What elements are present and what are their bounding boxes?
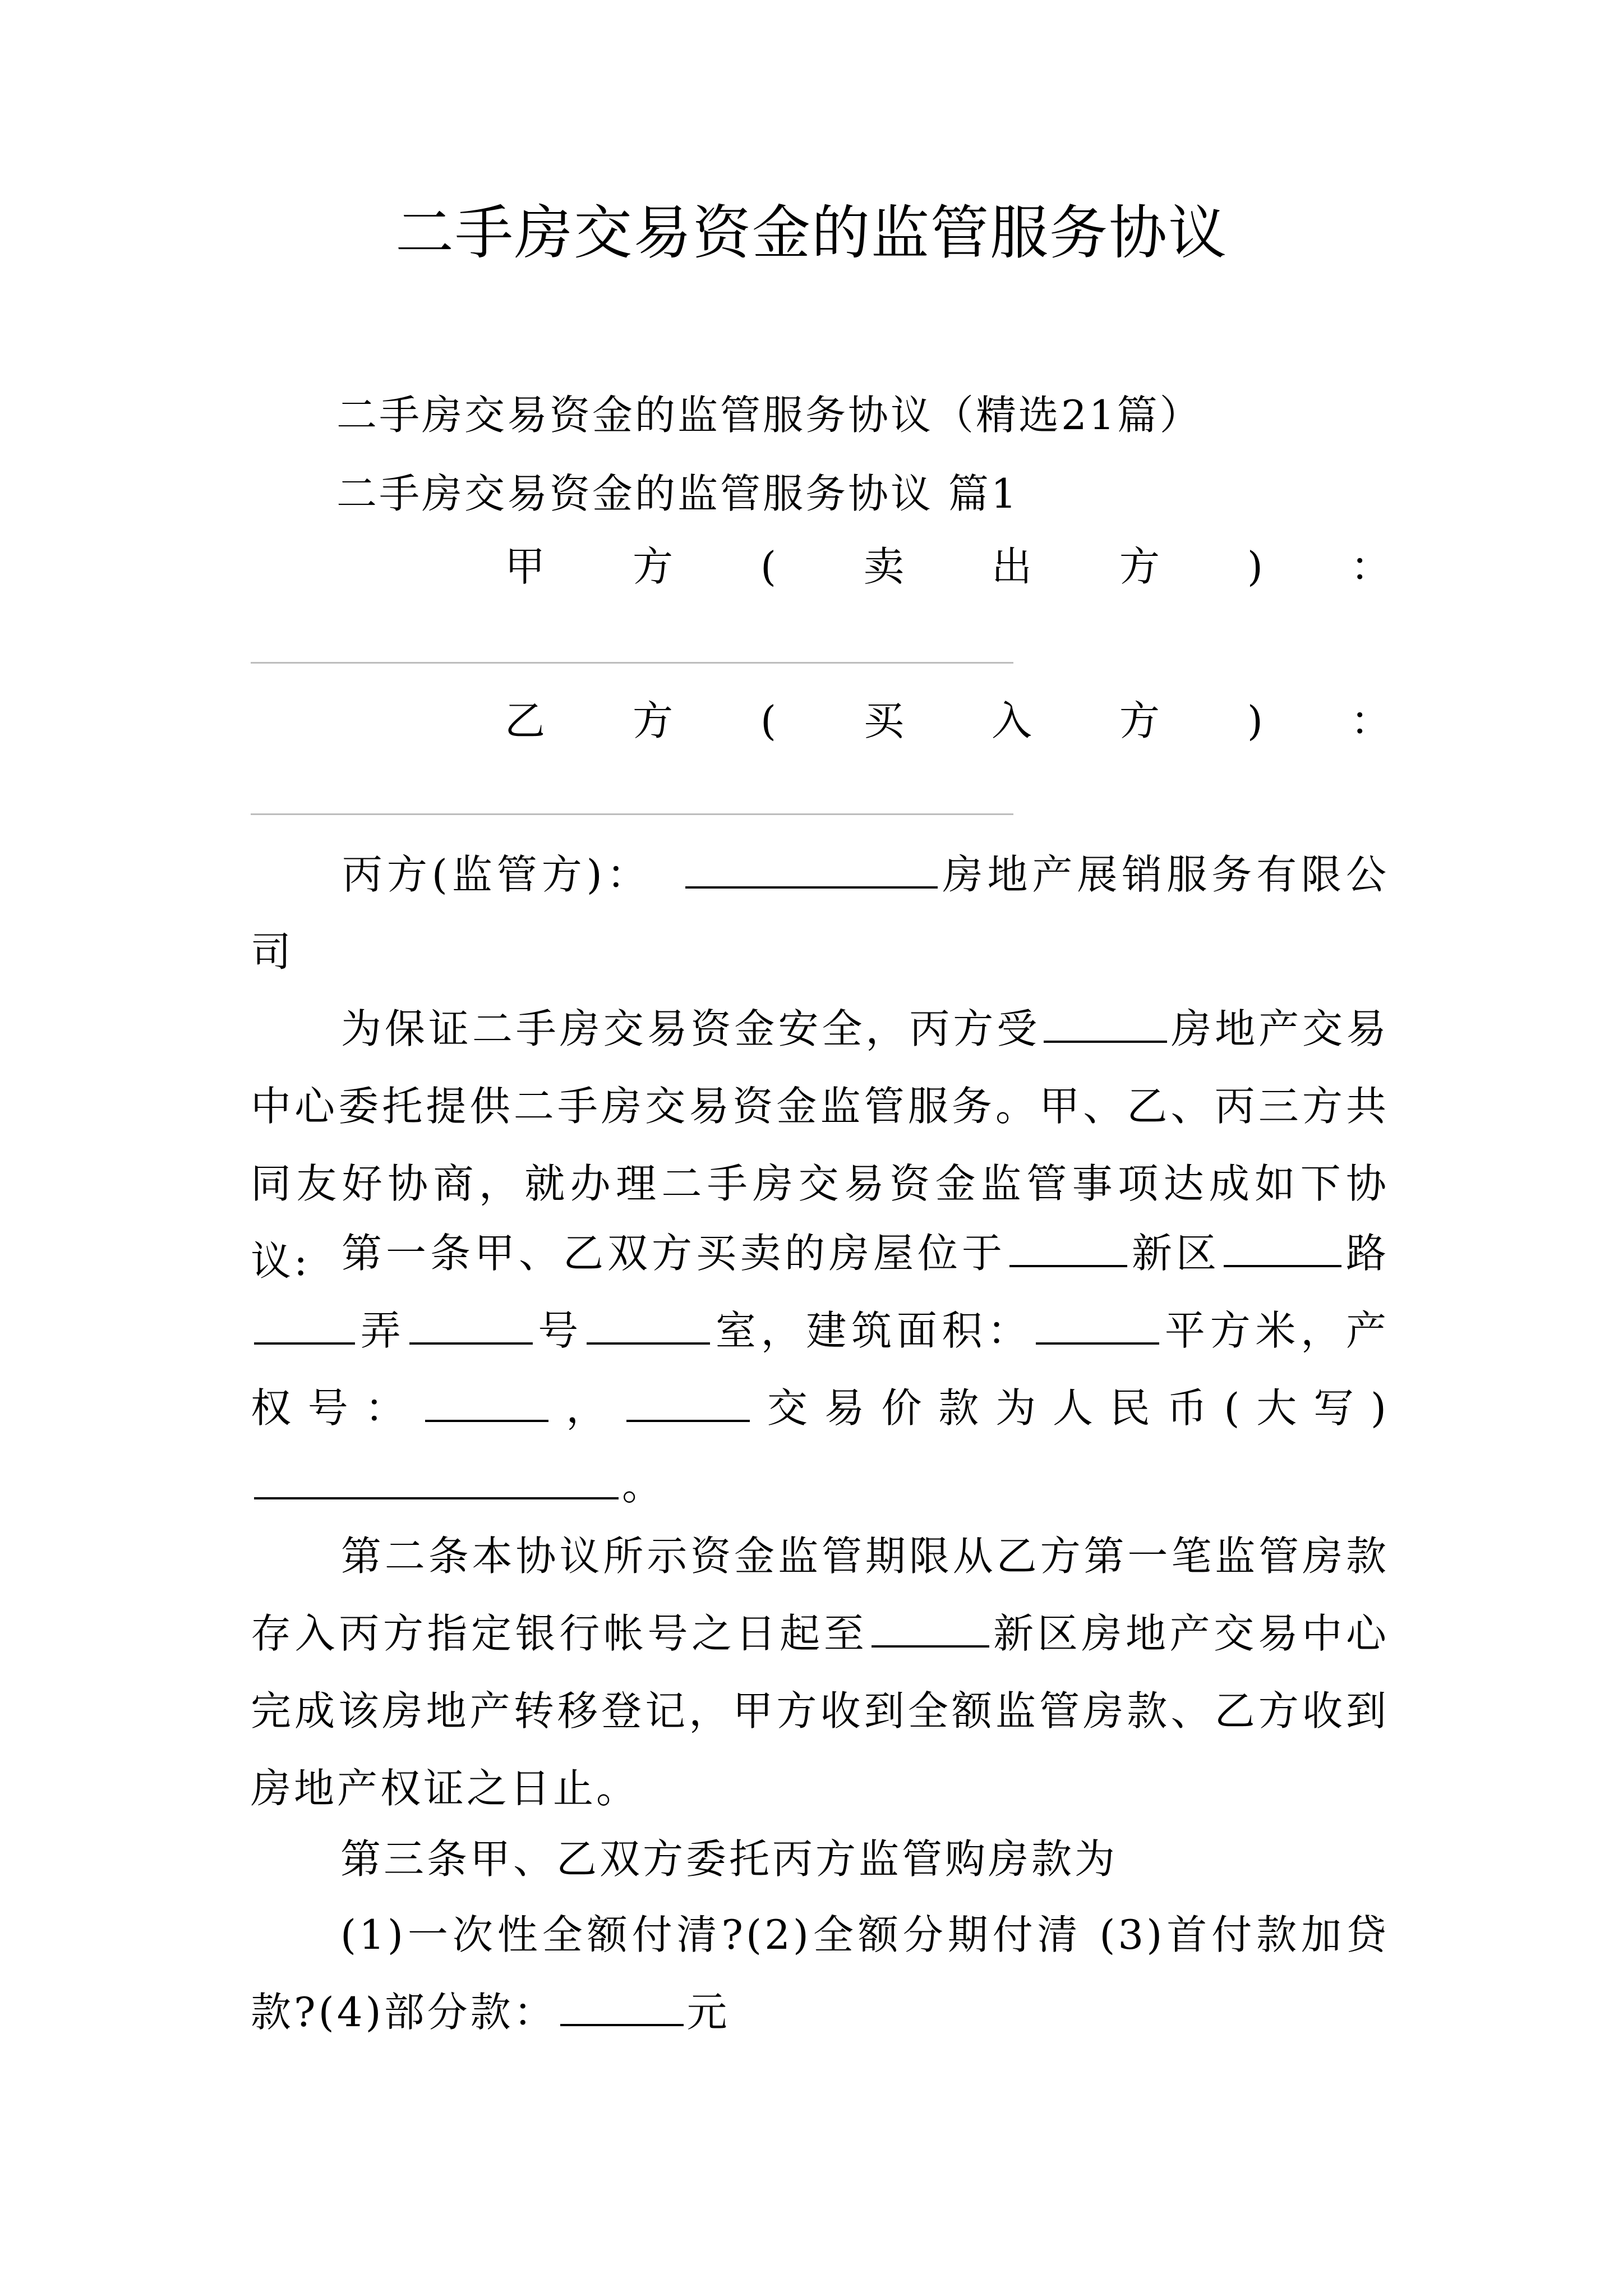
- article-1-text: 号: [536, 1307, 584, 1354]
- party-c-label: 丙方(监管方)：: [340, 851, 652, 898]
- article-1-blank: [626, 1383, 750, 1422]
- section-heading: 二手房交易资金的监管服务协议 篇1: [336, 470, 1019, 517]
- article-1-text: 室，建筑面积：: [713, 1307, 1033, 1354]
- article-1-text: 。: [622, 1462, 666, 1509]
- party-a-char: 方: [632, 543, 673, 590]
- party-b-blank-line: [251, 813, 1013, 815]
- article-1-blank: [1036, 1305, 1159, 1345]
- article-1-paragraph: [251, 1214, 1389, 1524]
- article-1-text: 第一条甲、乙双方买卖的房屋位于: [340, 1230, 1006, 1277]
- party-b-char: 入: [991, 697, 1032, 744]
- party-a-char: 出: [991, 543, 1032, 590]
- party-c-paragraph: [251, 836, 1389, 991]
- party-b-char: 买: [863, 697, 904, 744]
- intro-text-b: 房地产交易中心委托提供二手房交易资金监管服务。甲、乙、丙三方共同友好协商，就办理二手房交易资金监管事项达成如下协议:: [251, 1005, 1389, 1285]
- article-1-blank: [254, 1305, 355, 1345]
- party-b-char: (: [760, 697, 777, 744]
- article-2-paragraph: [251, 1517, 1389, 1827]
- article-3-paragraph: [251, 1820, 1389, 1898]
- article-3-unit: 元: [686, 1989, 730, 2036]
- party-a-char: 甲: [505, 543, 546, 590]
- party-b-char: 乙: [505, 697, 546, 744]
- party-a-char: (: [760, 543, 777, 590]
- article-1-text: 弄: [358, 1307, 406, 1354]
- article-3-options: [251, 1896, 1389, 2051]
- article-2-text-a: 第二条本协议所示资金监管期限从乙方第一笔监管房款存入丙方指定银行帐号之日起至: [251, 1533, 1389, 1657]
- party-b-line: [505, 693, 1391, 749]
- article-3-amount-blank: [560, 1987, 684, 2026]
- article-1-blank: [425, 1383, 548, 1422]
- article-1-blank: [587, 1305, 710, 1345]
- party-b-char: 方: [632, 697, 673, 744]
- article-1-text: 路: [1344, 1230, 1389, 1277]
- intro-blank: [1044, 1004, 1167, 1043]
- article-1-blank: [1224, 1228, 1341, 1267]
- article-3-options-text: (1)一次性全额付清?(2)全额分期付清 (3)首付款加贷款?(4)部分款：: [251, 1911, 1389, 2036]
- article-3-text: 第三条甲、乙双方委托丙方监管购房款为: [340, 1835, 1118, 1883]
- party-a-char: ：: [1350, 543, 1391, 590]
- article-2-text-b: 新区房地产交易中心完成该房地产转移登记，甲方收到全额监管房款、乙方收到房地产权证之日止。: [251, 1610, 1389, 1812]
- party-a-char: 方: [1119, 543, 1160, 590]
- document-subtitle: 二手房交易资金的监管服务协议（精选21篇）: [336, 392, 1202, 439]
- article-1-blank: [1009, 1228, 1127, 1267]
- document-title: 二手房交易资金的监管服务协议: [395, 199, 1228, 267]
- article-1-text: 新区: [1130, 1230, 1220, 1277]
- party-b-char: ：: [1350, 697, 1391, 744]
- article-1-blank: [254, 1460, 619, 1499]
- party-a-char: 卖: [863, 543, 904, 590]
- article-2-blank: [872, 1608, 989, 1648]
- intro-text-a: 为保证二手房交易资金安全，丙方受: [340, 1005, 1041, 1052]
- party-b-char: ): [1247, 697, 1263, 744]
- party-a-line: [505, 539, 1391, 595]
- party-c-blank: [685, 849, 938, 889]
- article-1-text: ，: [552, 1384, 624, 1432]
- article-1-text: 平方米，产权号：: [251, 1307, 1389, 1432]
- article-1-blank: [409, 1305, 533, 1345]
- party-a-blank-line: [251, 662, 1013, 664]
- party-a-char: ): [1247, 543, 1263, 590]
- party-b-char: 方: [1119, 697, 1160, 744]
- party-c-company: 房地产展销服务有限公司: [251, 851, 1389, 976]
- article-1-text: 交易价款为人民币(大写): [753, 1384, 1389, 1432]
